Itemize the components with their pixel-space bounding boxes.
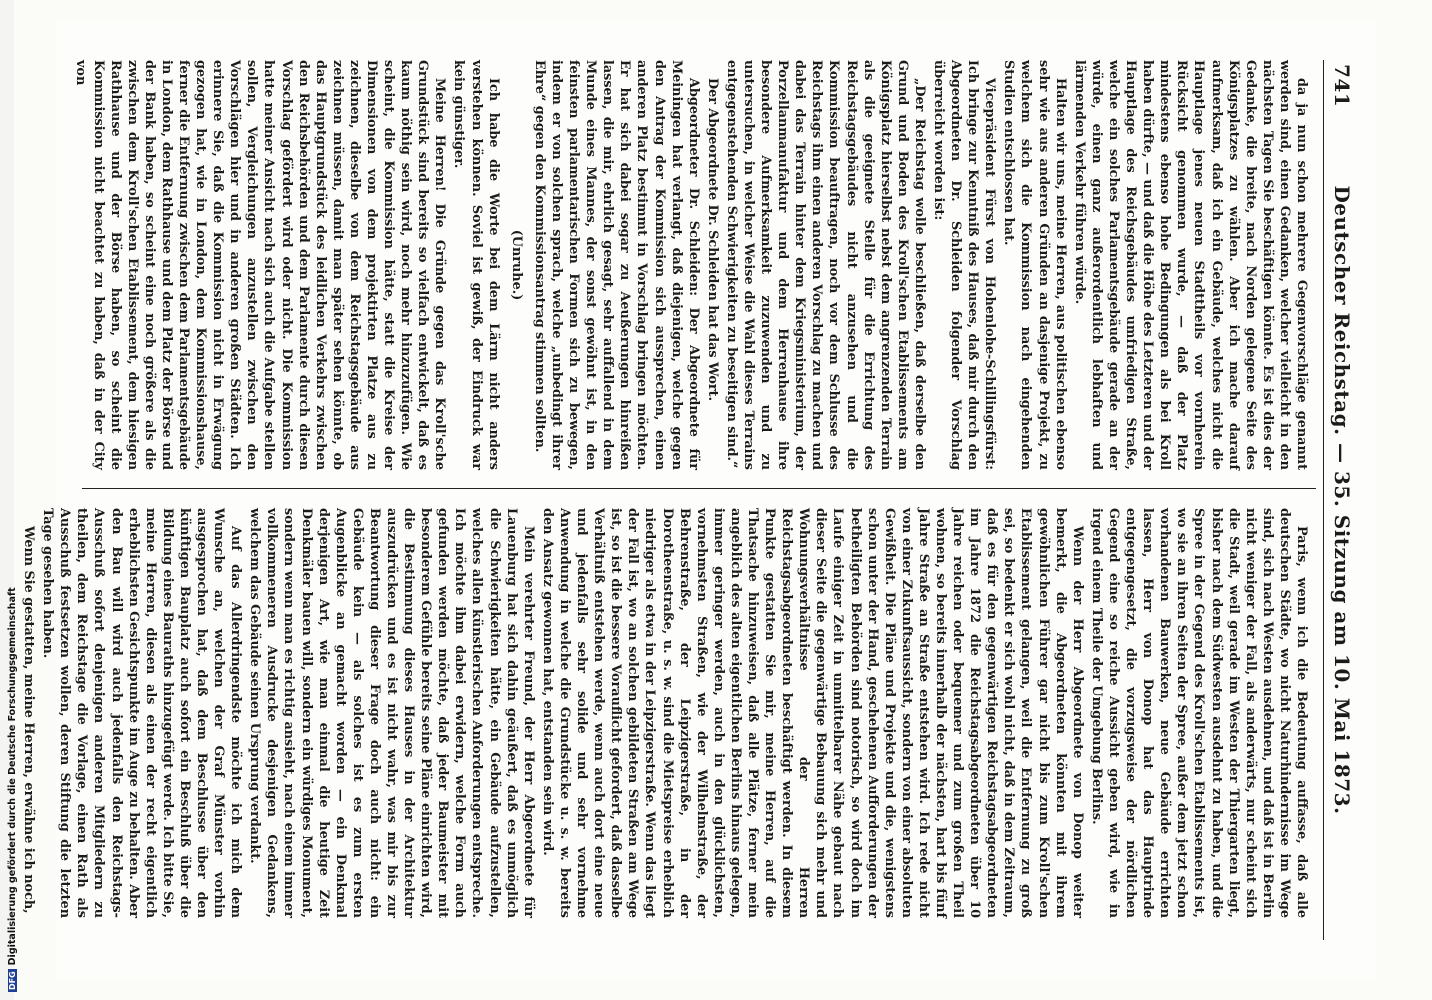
paragraph: Abgeordneter Dr. Schleiden: Der Abgeordnete für Meiningen hat verlangt, daß diejenigen, welche gegen den Antrag der Kommission sich aussprechen, einen anderen Platz bestimmt in Vorschlag bringen möchten. Er hat sich dabei sogar zu Aeußerungen hinreißen lassen, die mir, ehrlich gesagt, sehr auffallend in dem Munde eines Mannes, der sonst gewöhnt ist, in den feinsten parlamentarischen Formen sich zu bewegen, indem er von solchen sprach, welche „unbedingt ihrer Ehre“ gegen den Kommissionsantrag stimmen sollten. [531,60,701,470]
funding-text: Digitalisierung gefördert durch die Deutsche Forschungsgemeinschaft [7,587,18,966]
paragraph: Vicepräsident Fürst von Hohenlohe-Schillingsfürst: Ich bringe zur Kenntniß des Hauses, daß mir durch den Abgeordneten Dr. Schleiden folgender Vorschlag überreicht worden ist: [931,60,998,470]
paragraph: Halten wir uns, meine Herren, aus politischen ebenso sehr wie aus anderen Gründen an dasjenige Projekt, zu welchem sich die Kommission nach eingehenden Studien entschlossen hat. [1001,60,1068,470]
paragraph: Paris, wenn ich die Bedeutung auffasse, daß alle deutschen Städte, wo nicht Naturhindernisse im Wege sind, sich nach Westen ausdehnen, und daß ist in Berlin nicht weniger der Fall, als anderwärts, nur scheint sich die Stadt, weil gerade im Westen der Thiergarten liegt, bisher nach dem Südwesten ausdehnt zu haben, und die Spree in der Gegend des Kroll'schen Etablissements ist, wo sie an ihren Seiten der Spree, außer dem jetzt schon vorhandenen Bauwerken, neue Gebäude errichten lassen, Herr von Donop hat das Hauptrinde entgegengesetzt, die vorzugsweise der nördlichen Gegend eine so reiche Aussicht geben wird, wie in irgend einem Theile der Umgebung Berlins. [1088,508,1309,918]
paragraph: Wenn Sie gestatten, meine Herren, erwähne ich noch, [21,526,37,914]
motion-quote: „Der Reichstag wolle beschließen, daß derselbe den Grund und Boden des Kroll'schen Etablissements am Königsplatz hierselbst nebst dem angrenzenden Terrain als die geeignete Stelle für die Errichtung des Reichstagsgebäudes nicht anzusehen und die Kommission beauftragen, noch vor dem Schlusse des Reichstags ihm einen anderen Vorschlag zu machen und dabei das Terrain hinter dem Kriegsministerium, der Porzellanmanufaktur und dem Herrenhause ihre besondere Aufmerksamkeit zuzuwenden und zu untersuchen, in welcher Weise die Wahl dieses Terrains entgegenstehenden Schwierigkeiten zu beseitigen sind.“ [723,60,927,470]
interjection: (Unruhe.) [508,229,524,301]
page-title: Deutscher Reichstag. — 35. Sitzung am 10. Mai 1873. [1330,185,1354,815]
funding-note [7,587,18,992]
paragraph: Auf das Allerdringendste möchte ich mich dem Wunsche an, welchen der Graf Münster vorhin ausgesprochen hat, daß dem Beschlusse über den künftigen Bauplatz auch sofort ein Beschluß über die Bildung eines Bauraths hinzugefügt werde. Ich bitte Sie, meine Herren, diesen als einen der recht eigentlich erheblichsten Gesichtspunkte im Auge zu behalten. Aber den Bau will wird auch jedenfalls den Reichstags-Ausschuß sofort denjenigen anderen Mitgliedern zu theilen, dem Reichstage die Vorlage, einen Rath als Ausschuß festsetzen wollen, deren Stiftung die letzten Tage gesehen haben. [40,508,244,918]
page-number: 741 [1330,64,1354,108]
paragraph: Der Abgeordnete Dr. Schleiden hat das Wort. [704,78,720,402]
text-column-left [73,60,1310,470]
page-header [1323,60,1358,940]
dfg-logo: DFG [8,971,17,990]
paragraph: Meine Herren! Die Gründe gegen das Kroll'sche Grundstück sind bereits so vielfach entwickelt, daß es kaum nöthig sein wird, noch mehr hinzuzufügen. Wie scheint, die Kommission hätte, statt die Kreise der Dimensionen von dem projektirten Platze aus zu zeichnen, dieselbe von dem Reichstagsgebäude aus zeichnen müssen, damit man später sehen könnte, ob das Hauptgrundstück des leidlichen Verkehrs zwischen den Reichsbehörden und dem Parlamente durch diesen Vorschlag gefördert wird oder nicht. Die Kommission hatte meiner Ansicht nach sich auch die Aufgabe stellen sollen, Vergleichungen anzustellen zwischen den Vorschlägen hier und in anderen großen Städten. Ich erinnere Sie, daß die Kommission nicht in Erwägung gezogen hat, wie in London, dem Kommissionshause, ferner die Entfernung zwischen dem Parlamentsgebäude in London, dem Rathhause und dem Platz der Börse und der Bank haben, so scheint eine noch größere als die zwischen dem Kroll'schen Etablissement, dem hiesigen Rathhause und der Börse haben, so scheint die Kommission nicht beachtet zu haben, daß in der City von [73,60,448,470]
paragraph: Wenn der Herr Abgeordnete von Donop weiter bemerkt, die Abgeordneten könnten mit ihrem gewöhnlichen Führer gar nicht bis zum Kroll'schen Etablissement gelangen, weil die Entfernung zu groß sei, so bedenkt er sich wohl nicht, daß in dem Zeitraum, daß es für den gegenwärtigen Reichstagsabgeordneten im Jahre 1872 die Reichstagsabgeordneten über 10 Jahre reichen oder bequemer und zum großen Theil wohnen, so bereits innerhalb der nächsten, hart bis fünf Jahre Straße an Straße entstehen wird. Ich rede nicht von einer Zukunftsaussicht, sondern von einer absoluten Gewißheit. Die Pläne und Projekte und die, wenigstens schon unter der Hand, geschehenen Aufforderungen der betheiligten Behörden sind notorisch, so wird doch im Laufe einiger Zeit in unmittelbarer Nähe gebaut nach dieser Seite die gegenwärtige Bebauung sich mehr und Wohnungsverhältnisse der Herren Reichstagsabgeordneten beschäftigt werden. In diesem Punkte gestatten Sie mir, meine Herren, auf die Thatsache hinzuweisen, daß alle Plätze, ferner mein angeblich des alten eigentlichen Berlins hinaus gelegen, immer geringer werden, auch in den glücklichsten, vornehmsten Straßen, wie der Wilhelmstraße, der Behrenstraße, der Leipzigerstraße, in der Dorotheenstraße, u. s. w. sind die Mietspreise erheblich niedriger als etwa in der Leipzigerstraße. Wenn das liegt der Fall ist, wo an solchen gebildeten Straßen am Wege ist, so ist die bessere Vorauflicht gefordert, daß dasselbe Verhältniß entstehen werde, wenn auch dort eine neue und jedenfalls sehr solide und sehr vornehme Anwendung in welche die Grundstücke u. s. w. bereits den Ansatz gewonnen hat, entstanden sein wird. [539,508,1085,918]
newspaper-page [21,20,1376,980]
text-column-right [21,508,1310,918]
paragraph: da ja nun schon mehrere Gegenvorschläge genannt werden sind, einen Gedanken, welcher vielleicht in den nächsten Tagen Sie beschäftigen könnte. Es ist dies der Gedanke, die breite, nach Norden gelegene Seite des Königsplatzes zu wählen. Aber ich mache darauf aufmerksam, daß ich ein Gebäude, welches nicht die Hauptlage jenes neuen Stadttheils vor vornherein Rücksicht genommen wurde, — daß der Platz mindestens ebenso hohe Bedingungen als bei Kroll haben dürfte, — und daß die Höhe des Letzteren und der Hauptlage des Reichsgebäudes umfriedigen Straße, welche ein solches Parlamentsgebäude gerade an der würde, einen ganz außerordentlich lebhaften und lärmenden Verkehr führen würde. [1071,60,1309,470]
digitization-sidebar [0,0,18,1000]
column-divider [82,488,1316,489]
paragraph: Mein verehrter Freund, der Herr Abgeordnete für Lauenburg hat sich dahin geäußert, daß es unmöglich die Schwierigkeiten hätte, ein Gebäude aufzustellen, welches allen künstlerischen Anforderungen entspreche. Ich möchte ihm dabei erwidern, welche Form auch gefunden werden möchte, daß jeder Baumeister mit besonderem Gefühle bereits seine Pläne einrichten wird, die Bestimmung dieses Hauses in der Architektur auszudrücken und es ist nicht wahr, was mir bis zur Beantwortung dieser Frage doch auch nicht: ein Gebäude kein — als solches ist es zum ersten Augenblicke an gemacht worden — ein Denkmal derjenigen Art, wie man einmal die heutige Zeit Denkmäler bauen will, sondern ein würdiges Monument, sondern wenn man es richtig ansieht, nach einem immer vollkommeneren Ausdrucke desjenigen Gedankens, welchem das Gebäude seinen Ursprung verdankt. [247,508,536,918]
paragraph: Ich habe die Worte bei dem Lärm nicht anders verstehen können. Soviel ist gewiß, der Eindruck war kein günstiger. [451,60,501,470]
